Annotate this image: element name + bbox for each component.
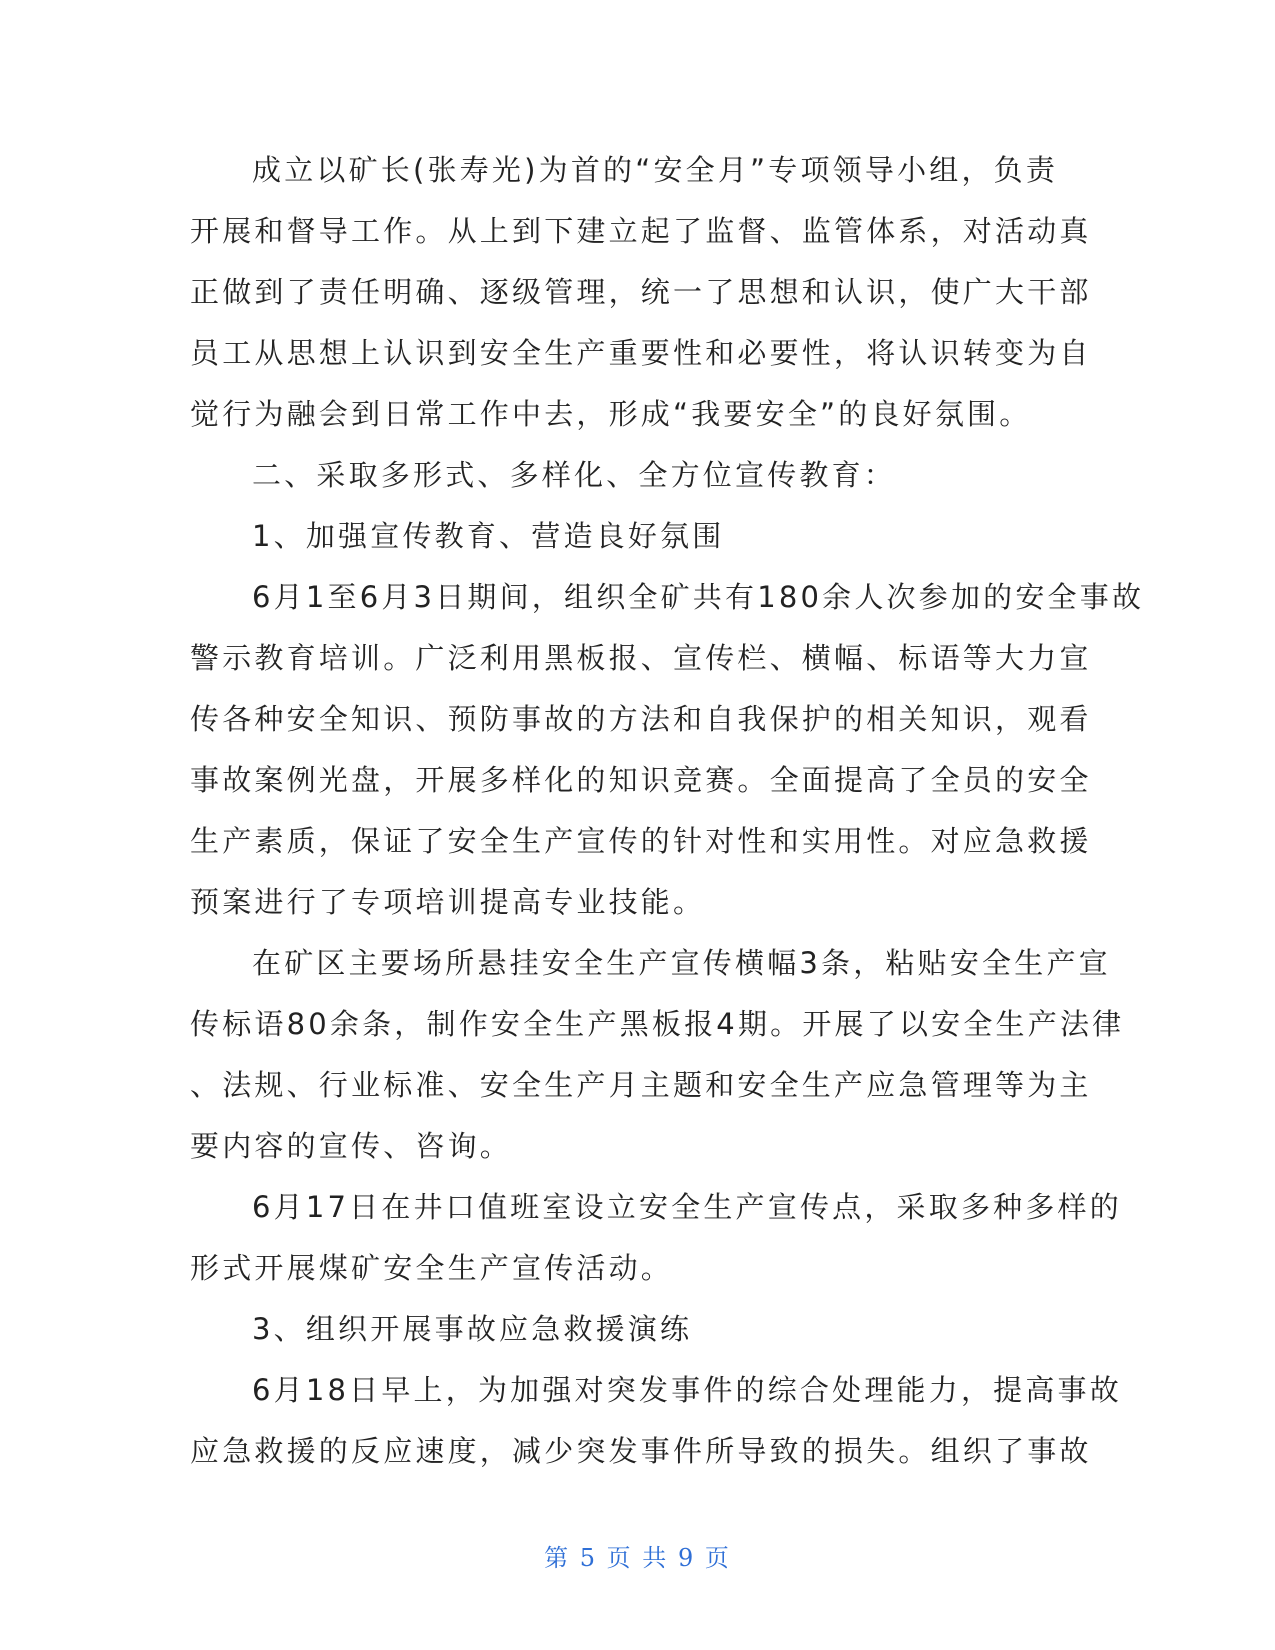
text-line: 正做到了责任明确、逐级管理，统一了思想和认识，使广大干部 bbox=[190, 275, 1092, 309]
text-line: 成立以矿长(张寿光)为首的“安全月”专项领导小组，负责 bbox=[252, 153, 1059, 187]
text-line: 6月17日在井口值班室设立安全生产宣传点，采取多种多样的 bbox=[252, 1190, 1122, 1224]
text-line: 觉行为融会到日常工作中去，形成“我要安全”的良好氛围。 bbox=[190, 397, 1032, 431]
text-line: 生产素质，保证了安全生产宣传的针对性和实用性。对应急救援 bbox=[190, 824, 1092, 858]
document-body bbox=[190, 140, 1145, 1482]
text-line: 要内容的宣传、咨询。 bbox=[190, 1129, 513, 1163]
text-line: 警示教育培训。广泛利用黑板报、宣传栏、横幅、标语等大力宣 bbox=[190, 641, 1092, 675]
text-line: 开展和督导工作。从上到下建立起了监督、监管体系，对活动真 bbox=[190, 214, 1092, 248]
text-line: 应急救援的反应速度，减少突发事件所导致的损失。组织了事故 bbox=[190, 1434, 1092, 1468]
text-line: 在矿区主要场所悬挂安全生产宣传横幅3条，粘贴安全生产宣 bbox=[252, 946, 1111, 980]
text-line: 6月18日早上，为加强对突发事件的综合处理能力，提高事故 bbox=[252, 1373, 1122, 1407]
subsection-heading: 1、加强宣传教育、营造良好氛围 bbox=[252, 519, 725, 553]
page-footer bbox=[0, 1538, 1275, 1573]
section-heading: 二、采取多形式、多样化、全方位宣传教育： bbox=[252, 458, 897, 492]
text-line: 6月1至6月3日期间，组织全矿共有180余人次参加的安全事故 bbox=[252, 580, 1145, 614]
text-line: 形式开展煤矿安全生产宣传活动。 bbox=[190, 1251, 674, 1285]
text-line: 预案进行了专项培训提高专业技能。 bbox=[190, 885, 706, 919]
text-line: 员工从思想上认识到安全生产重要性和必要性，将认识转变为自 bbox=[190, 336, 1092, 370]
page-number: 第 5 页 共 9 页 bbox=[544, 1544, 731, 1572]
subsection-heading: 3、组织开展事故应急救援演练 bbox=[252, 1312, 693, 1346]
text-line: 传标语80余条，制作安全生产黑板报4期。开展了以安全生产法律 bbox=[190, 1007, 1125, 1041]
text-line: 、法规、行业标准、安全生产月主题和安全生产应急管理等为主 bbox=[190, 1068, 1092, 1102]
text-line: 事故案例光盘，开展多样化的知识竞赛。全面提高了全员的安全 bbox=[190, 763, 1092, 797]
text-line: 传各种安全知识、预防事故的方法和自我保护的相关知识，观看 bbox=[190, 702, 1092, 736]
